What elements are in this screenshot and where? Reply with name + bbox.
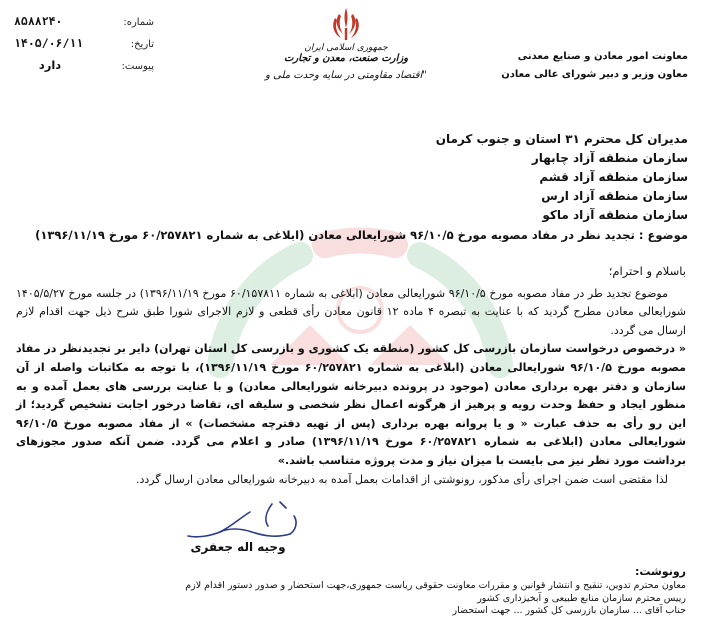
cc-title: رونوشت:	[634, 565, 686, 578]
letter-date-row	[14, 36, 154, 58]
ministry-line-1: جمهوری اسلامی ایران	[304, 43, 388, 53]
letter-subject: موضوع : تجدید نظر در مفاد مصوبه مورخ ۹۶/۱۰/۵ شورایعالی معادن (ابلاغی به شماره ۶۰/۲۵۷۸۲۱ مورخ ۱۳۹۶/۱۱/۱۹)	[35, 228, 688, 242]
letter-number-label: شماره:	[123, 17, 154, 28]
greeting: باسلام و احترام؛	[608, 264, 686, 278]
department-line-2: معاون وزیر و دبیر شورای عالی معادن	[501, 69, 688, 80]
cc-line: رییس محترم سازمان منابع طبیعی و آبخیزداری کشور	[477, 592, 686, 604]
cc-block	[16, 566, 686, 618]
letter-body	[16, 262, 686, 489]
letter-number-value: ۸۵۸۸۲۴۰	[14, 14, 63, 28]
slogan: "اقتصاد مقاومتی در سایه وحدت ملی و	[265, 70, 427, 81]
letter-meta	[14, 14, 154, 80]
letter-attachment-value: دارد	[38, 58, 62, 72]
body-paragraph-1: موضوع تجدید طر در مفاد مصوبه مورخ ۹۶/۱۰/۵ شورایعالی معادن (ابلاغی به شماره ۶۰/۱۵۷۸۱۱ مورخ ۱۳۹۶/۱۱/۱۹) در جلسه مورخ ۱۴۰۵/۵/۲۷ شورایعالی معادن مطرح گردید که با عنایت به تبصره ۴ ماده ۱۲ قانون معادن رأی قطعی و لازم الاجرای شورا طبق شرح ذیل جهت اقدام لازم ارسال می گردد.	[16, 286, 686, 337]
addressee-block	[16, 130, 688, 245]
body-closing: لذا مقتضی است ضمن اجرای رأی مذکور، رونوشتی از اقدامات بعمل آمده به دبیرخانه شورایعالی معادن ارسال گردد.	[136, 472, 668, 486]
letter-attachment-row	[14, 58, 154, 80]
addressee-line: مدیران کل محترم ۳۱ استان و جنوب کرمان	[435, 132, 688, 146]
addressee-line: سازمان منطقه آزاد ماکو	[542, 208, 688, 222]
cc-line: جناب آقای ... سازمان بازرسی کل کشور ... جهت استحضار	[452, 605, 686, 617]
addressee-line: سازمان منطقه آزاد ارس	[541, 189, 688, 203]
letter-attachment-label: پیوست:	[121, 61, 154, 72]
letter-date-label: تاریخ:	[130, 39, 154, 50]
department-header	[478, 48, 688, 84]
letter-date-value: ۱۴۰۵/۰۶/۱۱	[14, 36, 84, 50]
signer-name: وجیه اله جعفری	[190, 540, 286, 554]
ministry-line-2: وزارت صنعت، معدن و تجارت	[283, 53, 409, 64]
addressee-line: سازمان منطقه آزاد چابهار	[531, 151, 688, 165]
addressee-line: سازمان منطقه آزاد قشم	[539, 170, 688, 184]
body-paragraph-ruling: « درخصوص درخواست سازمان بازرسی کل کشور (منطقه یک کشوری و بازرسی کل استان تهران) دایر بر تجدیدنظر در مفاد مصوبه مورخ ۹۶/۱۰/۵ شورایعالی معادن (ابلاغی به شماره ۶۰/۲۵۷۸۲۱ مورخ ۱۳۹۶/۱۱/۱۹)، با توجه به مکاتبات واصله از آن سازمان و دفتر بهره برداری معادن (موجود در پرونده دبیرخانه شورایعالی معادن) و با عنایت بررسی های بعمل آمده و به منظور ایجاد و حفظ وحدت رویه و پرهیز از هرگونه اعمال نظر شخصی و سلیقه ای، تقاضا درخور اجابت تشخیص گردید؛ از این رو رأی به حذف عبارت « و یا پروانه بهره برداری (پس از تهیه دفترچه مشخصات) » از مفاد مصوبه مورخ ۹۶/۱۰/۵ شورایعالی معادن (ابلاغی به شماره ۶۰/۲۵۷۸۲۱ مورخ ۱۳۹۶/۱۱/۱۹) صادر و اعلام می گردد. ضمن آنکه صدور مجوزهای برداشت مورد نظر نیز می بایست با میزان نیاز و مدت پروژه متناسب باشد.»	[16, 342, 686, 467]
ministry-header	[226, 6, 466, 81]
department-line-1: معاونت امور معادن و صنایع معدنی	[517, 51, 688, 62]
iran-emblem-icon	[329, 6, 363, 42]
letter-number-row	[14, 14, 154, 36]
cc-line: معاون محترم تدوین، تنقیح و انتشار قوانین و مقررات معاونت حقوقی ریاست جمهوری،جهت استحضار و صدور دستور اقدام لازم	[185, 580, 686, 592]
